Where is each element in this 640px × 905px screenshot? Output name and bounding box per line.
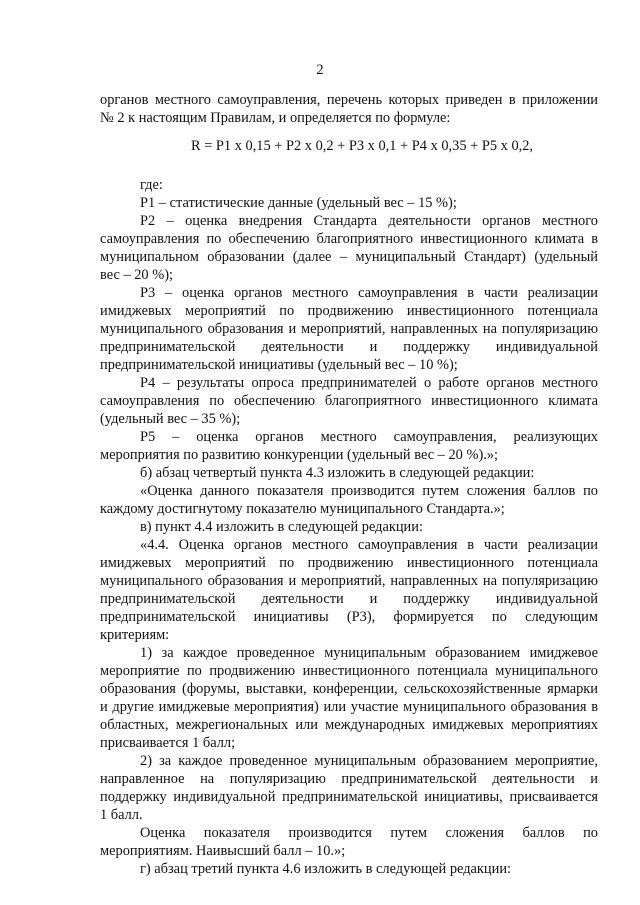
quote-44-line: предпринимательской инициативы (P3), формируется по следующим bbox=[100, 609, 598, 625]
page-number: 2 bbox=[316, 62, 324, 78]
quote-44-line: имиджевых мероприятий по продвижению инвестиционного потенциала bbox=[100, 555, 598, 571]
where-label-line: где: bbox=[140, 177, 163, 193]
p3-line: имиджевых мероприятий по продвижению инвестиционного потенциала bbox=[100, 303, 598, 319]
crit1-line: 1) за каждое проведенное муниципальным образованием имиджевое bbox=[140, 645, 598, 661]
p5-line: P5 – оценка органов местного самоуправления, реализующих bbox=[140, 429, 598, 445]
p1-line: P1 – статистические данные (удельный вес – 15 %); bbox=[140, 195, 457, 211]
quote-43-line: каждому достигнутому показателю муниципального Стандарта.»; bbox=[100, 501, 505, 517]
p3-line: муниципального образования и мероприятий, направленных на популяризацию bbox=[100, 321, 598, 337]
quote-44-line: предпринимательской деятельности и поддержку индивидуальной bbox=[100, 591, 598, 607]
formula-line: R = P1 x 0,15 + P2 x 0,2 + P3 x 0,1 + P4 x 0,35 + P5 x 0,2, bbox=[191, 138, 534, 154]
p4-line: (удельный вес – 35 %); bbox=[100, 411, 241, 427]
crit1-line: областных, межрегиональных или международных имиджевых мероприятиях bbox=[100, 717, 598, 733]
quote-44-line: «4.4. Оценка органов местного самоуправления в части реализации bbox=[140, 537, 598, 553]
assess-line: Оценка показателя производится путем сложения баллов по bbox=[140, 825, 598, 841]
crit1-line: присваивается 1 балл; bbox=[100, 735, 236, 751]
item-b-line: б) абзац четвертый пункта 4.3 изложить в следующей редакции: bbox=[140, 465, 535, 481]
crit1-line: мероприятие по продвижению инвестиционного потенциала муниципального bbox=[100, 663, 598, 679]
p2-line: муниципальном образовании (далее – муниципальный Стандарт) (удельный bbox=[100, 249, 598, 265]
p2-line: P2 – оценка внедрения Стандарта деятельности органов местного bbox=[140, 213, 598, 229]
quote-43-line: «Оценка данного показателя производится путем сложения баллов по bbox=[140, 483, 598, 499]
item-g-line: г) абзац третий пункта 4.6 изложить в следующей редакции: bbox=[140, 861, 512, 877]
crit2-line: 2) за каждое проведенное муниципальным образованием мероприятие, bbox=[140, 753, 598, 769]
p3-line: предпринимательской деятельности и поддержку индивидуальной bbox=[100, 339, 598, 355]
intro-line: органов местного самоуправления, перечень которых приведен в приложении bbox=[100, 92, 598, 108]
crit1-line: и другие имиджевые мероприятия) или участие муниципального образования в bbox=[100, 699, 598, 715]
crit2-line: направленное на популяризацию предпринимательской деятельности и bbox=[100, 771, 598, 787]
quote-44-line: критериям: bbox=[100, 627, 170, 643]
p4-line: P4 – результаты опроса предпринимателей о работе органов местного bbox=[140, 375, 598, 391]
crit1-line: образования (форумы, выставки, конференции, сельскохозяйственные ярмарки bbox=[100, 681, 598, 697]
crit2-line: 1 балл. bbox=[100, 807, 143, 823]
p2-line: вес – 20 %); bbox=[100, 267, 174, 283]
p3-line: предпринимательской инициативы (удельный вес – 10 %); bbox=[100, 357, 458, 373]
p3-line: P3 – оценка органов местного самоуправления в части реализации bbox=[140, 285, 598, 301]
p5-line: мероприятия по развитию конкуренции (удельный вес – 20 %).»; bbox=[100, 447, 499, 463]
intro-line: № 2 к настоящим Правилам, и определяется по формуле: bbox=[100, 110, 451, 126]
p4-line: самоуправления по обеспечению благоприятного инвестиционного климата bbox=[100, 393, 598, 409]
quote-44-line: муниципального образования и мероприятий, направленных на популяризацию bbox=[100, 573, 598, 589]
crit2-line: поддержку индивидуальной предпринимательской инициативы, присваивается bbox=[100, 789, 598, 805]
p2-line: самоуправления по обеспечению благоприятного инвестиционного климата в bbox=[100, 231, 598, 247]
item-v-line: в) пункт 4.4 изложить в следующей редакции: bbox=[140, 519, 423, 535]
assess-line: мероприятиям. Наивысший балл – 10.»; bbox=[100, 843, 346, 859]
